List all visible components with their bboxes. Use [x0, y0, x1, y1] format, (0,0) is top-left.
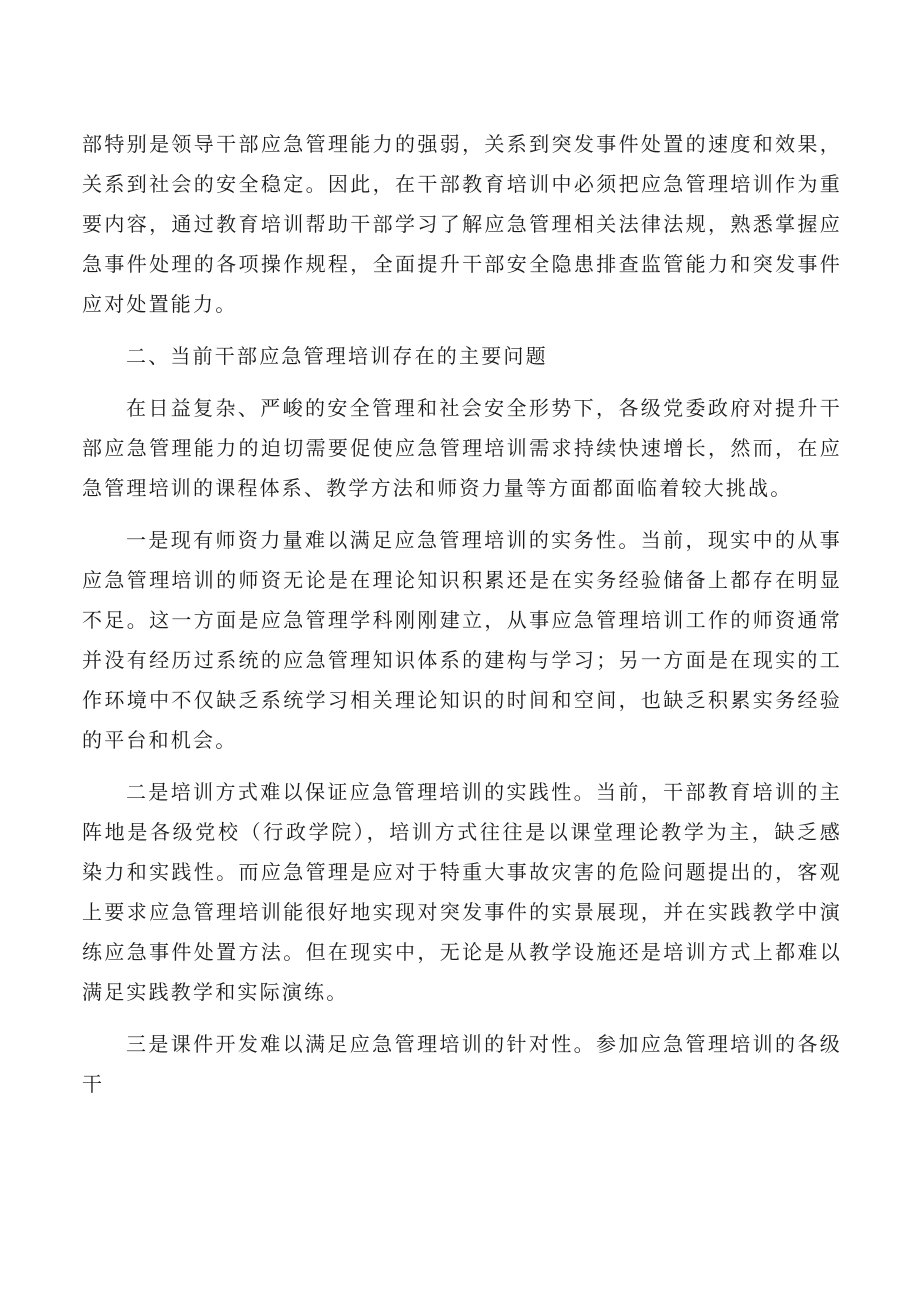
- paragraph-problem-1: 一是现有师资力量难以满足应急管理培训的实务性。当前，现实中的从事应急管理培训的师资无论是在理论知识积累还是在实务经验储备上都存在明显不足。这一方面是应急管理学科刚刚建立，从事应急管理培训工作的师资通常并没有经历过系统的应急管理知识体系的建构与学习；另一方面是在现实的工作环境中不仅缺乏系统学习相关理论知识的时间和空间，也缺乏积累实务经验的平台和机会。: [82, 528, 842, 752]
- paragraph-context: 在日益复杂、严峻的安全管理和社会安全形势下，各级党委政府对提升干部应急管理能力的迫切需要促使应急管理培训需求持续快速增长，然而，在应急管理培训的课程体系、教学方法和师资力量等方面都面临着较大挑战。: [82, 396, 842, 500]
- paragraph-problem-2: 二是培训方式难以保证应急管理培训的实践性。当前，干部教育培训的主阵地是各级党校（行政学院），培训方式往往是以课堂理论教学为主，缺乏感染力和实践性。而应急管理是应对于特重大事故灾害的危险问题提出的，客观上要求应急管理培训能很好地实现对突发事件的实景展现，并在实践教学中演练应急事件处置方法。但在现实中，无论是从教学设施还是培训方式上都难以满足实践教学和实际演练。: [82, 780, 842, 1004]
- section-heading: 二、当前干部应急管理培训存在的主要问题: [126, 344, 548, 368]
- paragraph-continuation: 部特别是领导干部应急管理能力的强弱，关系到突发事件处置的速度和效果，关系到社会的安全稳定。因此，在干部教育培训中必须把应急管理培训作为重要内容，通过教育培训帮助干部学习了解应急管理相关法律法规，熟悉掌握应急事件处理的各项操作规程，全面提升干部安全隐患排查监管能力和突发事件应对处置能力。: [82, 132, 842, 316]
- paragraph-problem-3: 三是课件开发难以满足应急管理培训的针对性。参加应急管理培训的各级干: [82, 1032, 842, 1096]
- document-body: [82, 124, 842, 1116]
